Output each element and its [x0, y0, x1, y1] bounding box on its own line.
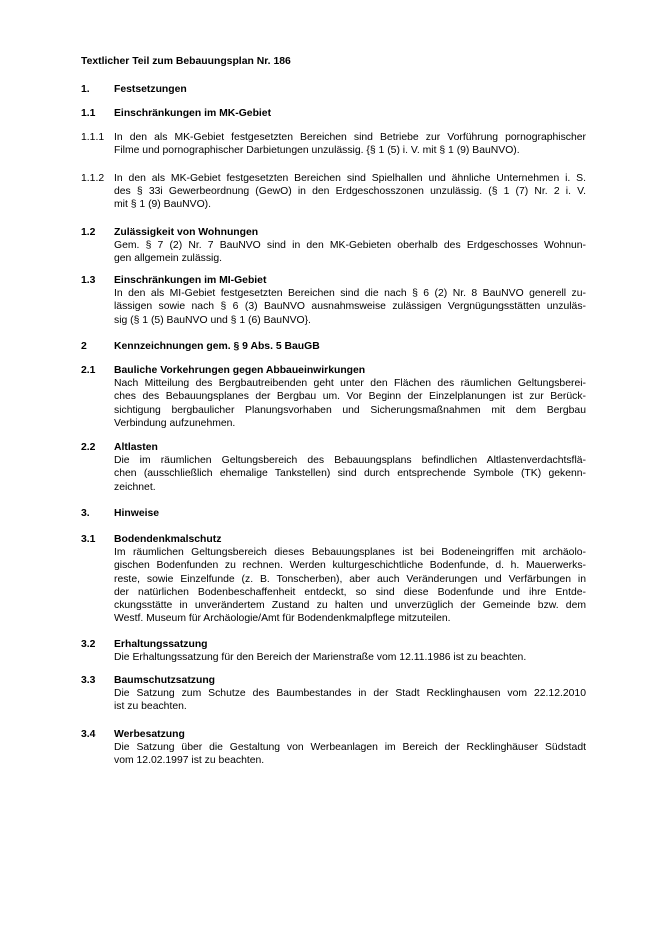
section-body — [114, 454, 586, 494]
text-line: Filme und pornographischer Darbietungen unzulässig. {§ 1 (5) i. V. mit § 1 (9) BauNVO). — [114, 145, 520, 157]
section-heading: Kennzeichnungen gem. § 9 Abs. 5 BauGB — [114, 341, 320, 352]
section-heading: Werbesatzung — [114, 729, 185, 740]
text-line: Nach Mitteilung des Bergbautreibenden geht unter den Flächen des räumlichen Geltungsberei- — [114, 378, 586, 390]
section-body — [114, 287, 586, 327]
text-line: In den als MK-Gebiet festgesetzten Bereichen sind Betriebe zur Vorführung pornographischer — [114, 132, 586, 143]
section-number: 1.2 — [81, 227, 96, 238]
text-line: Die im räumlichen Geltungsbereich des Bebauungsplans befindlichen Altlastenverdachtsflä- — [114, 455, 586, 467]
section-body — [114, 741, 586, 767]
section-heading: Bauliche Vorkehrungen gegen Abbaueinwirkungen — [114, 365, 366, 376]
section-number: 1.3 — [81, 275, 96, 286]
text-line: ist zu beachten. — [114, 701, 187, 713]
section-number: 3.1 — [81, 534, 96, 545]
section-number: 3. — [81, 508, 90, 519]
section-number: 2 — [81, 341, 87, 352]
text-line: sichtigung bergbaulicher Planungsvorhaben und Sicherungsmaßnahmen mit dem Bergbau — [114, 404, 586, 416]
text-line: Die Satzung über die Gestaltung von Werbeanlagen im Bereich der Recklinghäuser Südstadt — [114, 742, 586, 754]
section-body — [114, 687, 586, 713]
text-line: Westf. Museum für Archäologie/Amt für Bodendenkmalpflege mitzuteilen. — [114, 613, 451, 625]
text-line: reste, sowie Einzelfunde (z. B. Tonscherben), aber auch Veränderungen und Verfärbungen in — [114, 573, 586, 585]
section-heading: Altlasten — [114, 442, 158, 453]
section-heading: Erhaltungssatzung — [114, 639, 208, 650]
section-body — [114, 546, 586, 625]
section-number: 3.4 — [81, 729, 96, 740]
text-line: ckungsstätte in unverändertem Zustand zu halten und unverzüglich der Gemeinde bzw. dem — [114, 599, 586, 611]
text-line: gischen Bodenfunden zu rechnen. Werden kulturgeschichtliche Bodenfunde, d. h. Mauerwerks- — [114, 560, 586, 572]
text-line: zeichnet. — [114, 481, 156, 493]
section-number: 2.2 — [81, 442, 96, 453]
text-line: chen (ausschließlich ehemalige Tankstellen) sind durch entsprechende Symbole (TK) gekenn- — [114, 468, 586, 480]
text-line: Gem. § 7 (2) Nr. 7 BauNVO sind in den MK-Gebieten oberhalb des Erdgeschosses Wohnun- — [114, 240, 586, 252]
text-line: sig (§ 1 (5) BauNVO und § 1 (6) BauNVO}. — [114, 314, 311, 326]
section-body — [114, 131, 586, 157]
section-heading: Zulässigkeit von Wohnungen — [114, 227, 259, 238]
text-line: vom 12.02.1997 ist zu beachten. — [114, 755, 265, 767]
text-line: mit § 1 (9) BauNVO). — [114, 199, 212, 211]
text-line: In den als MK-Gebiet festgesetzten Bereichen sind Spielhallen und ähnliche Unternehmen i. S. — [114, 173, 586, 184]
text-line: lässigen sowie nach § 6 (3) BauNVO ausnahmsweise zulässigen Vergnügungsstätten unzuläs- — [114, 301, 586, 313]
section-number: 1.1.2 — [81, 173, 105, 184]
section-number: 1.1.1 — [81, 132, 105, 143]
document-title: Textlicher Teil zum Bebauungsplan Nr. 186 — [81, 56, 291, 67]
section-heading: Festsetzungen — [114, 84, 187, 95]
text-line: des § 33i Gewerbeordnung (GewO) in den Erdgeschosszonen unzulässig. (§ 1 (7) Nr. 2 i. V. — [114, 186, 586, 198]
text-line: In den als MI-Gebiet festgesetzten Bereichen sind die nach § 6 (2) Nr. 8 BauNVO generell zu- — [114, 288, 586, 300]
section-heading: Bodendenkmalschutz — [114, 534, 222, 545]
section-number: 3.3 — [81, 675, 96, 686]
section-body — [114, 651, 586, 664]
text-line: Die Satzung zum Schutze des Baumbestandes in der Stadt Recklinghausen vom 22.12.2010 — [114, 688, 586, 700]
text-line: Im räumlichen Geltungsbereich dieses Bebauungsplanes ist bei Bodeneingriffen mit archäolo- — [114, 547, 586, 559]
section-number: 2.1 — [81, 365, 96, 376]
section-body — [114, 172, 586, 212]
section-heading: Einschränkungen im MK-Gebiet — [114, 108, 272, 119]
section-number: 1.1 — [81, 108, 96, 119]
section-body — [114, 377, 586, 430]
text-line: Die Erhaltungssatzung für den Bereich der Marienstraße vom 12.11.1986 ist zu beachten. — [114, 652, 527, 664]
section-heading: Hinweise — [114, 508, 160, 519]
section-heading: Einschränkungen im MI-Gebiet — [114, 275, 267, 286]
section-number: 1. — [81, 84, 90, 95]
text-line: gen allgemein zulässig. — [114, 253, 223, 265]
text-line: der natürlichen Bodenbeschaffenheit entdeckt, so sind diese Bodenfunde und ihre Entde- — [114, 586, 586, 598]
text-line: Verbindung aufzunehmen. — [114, 417, 236, 429]
section-body — [114, 239, 586, 265]
text-line: ches des Bebauungsplanes der Bergbau um. Vor Beginn der Einzelplanungen ist zur Berück- — [114, 391, 586, 403]
section-heading: Baumschutzsatzung — [114, 675, 216, 686]
section-number: 3.2 — [81, 639, 96, 650]
